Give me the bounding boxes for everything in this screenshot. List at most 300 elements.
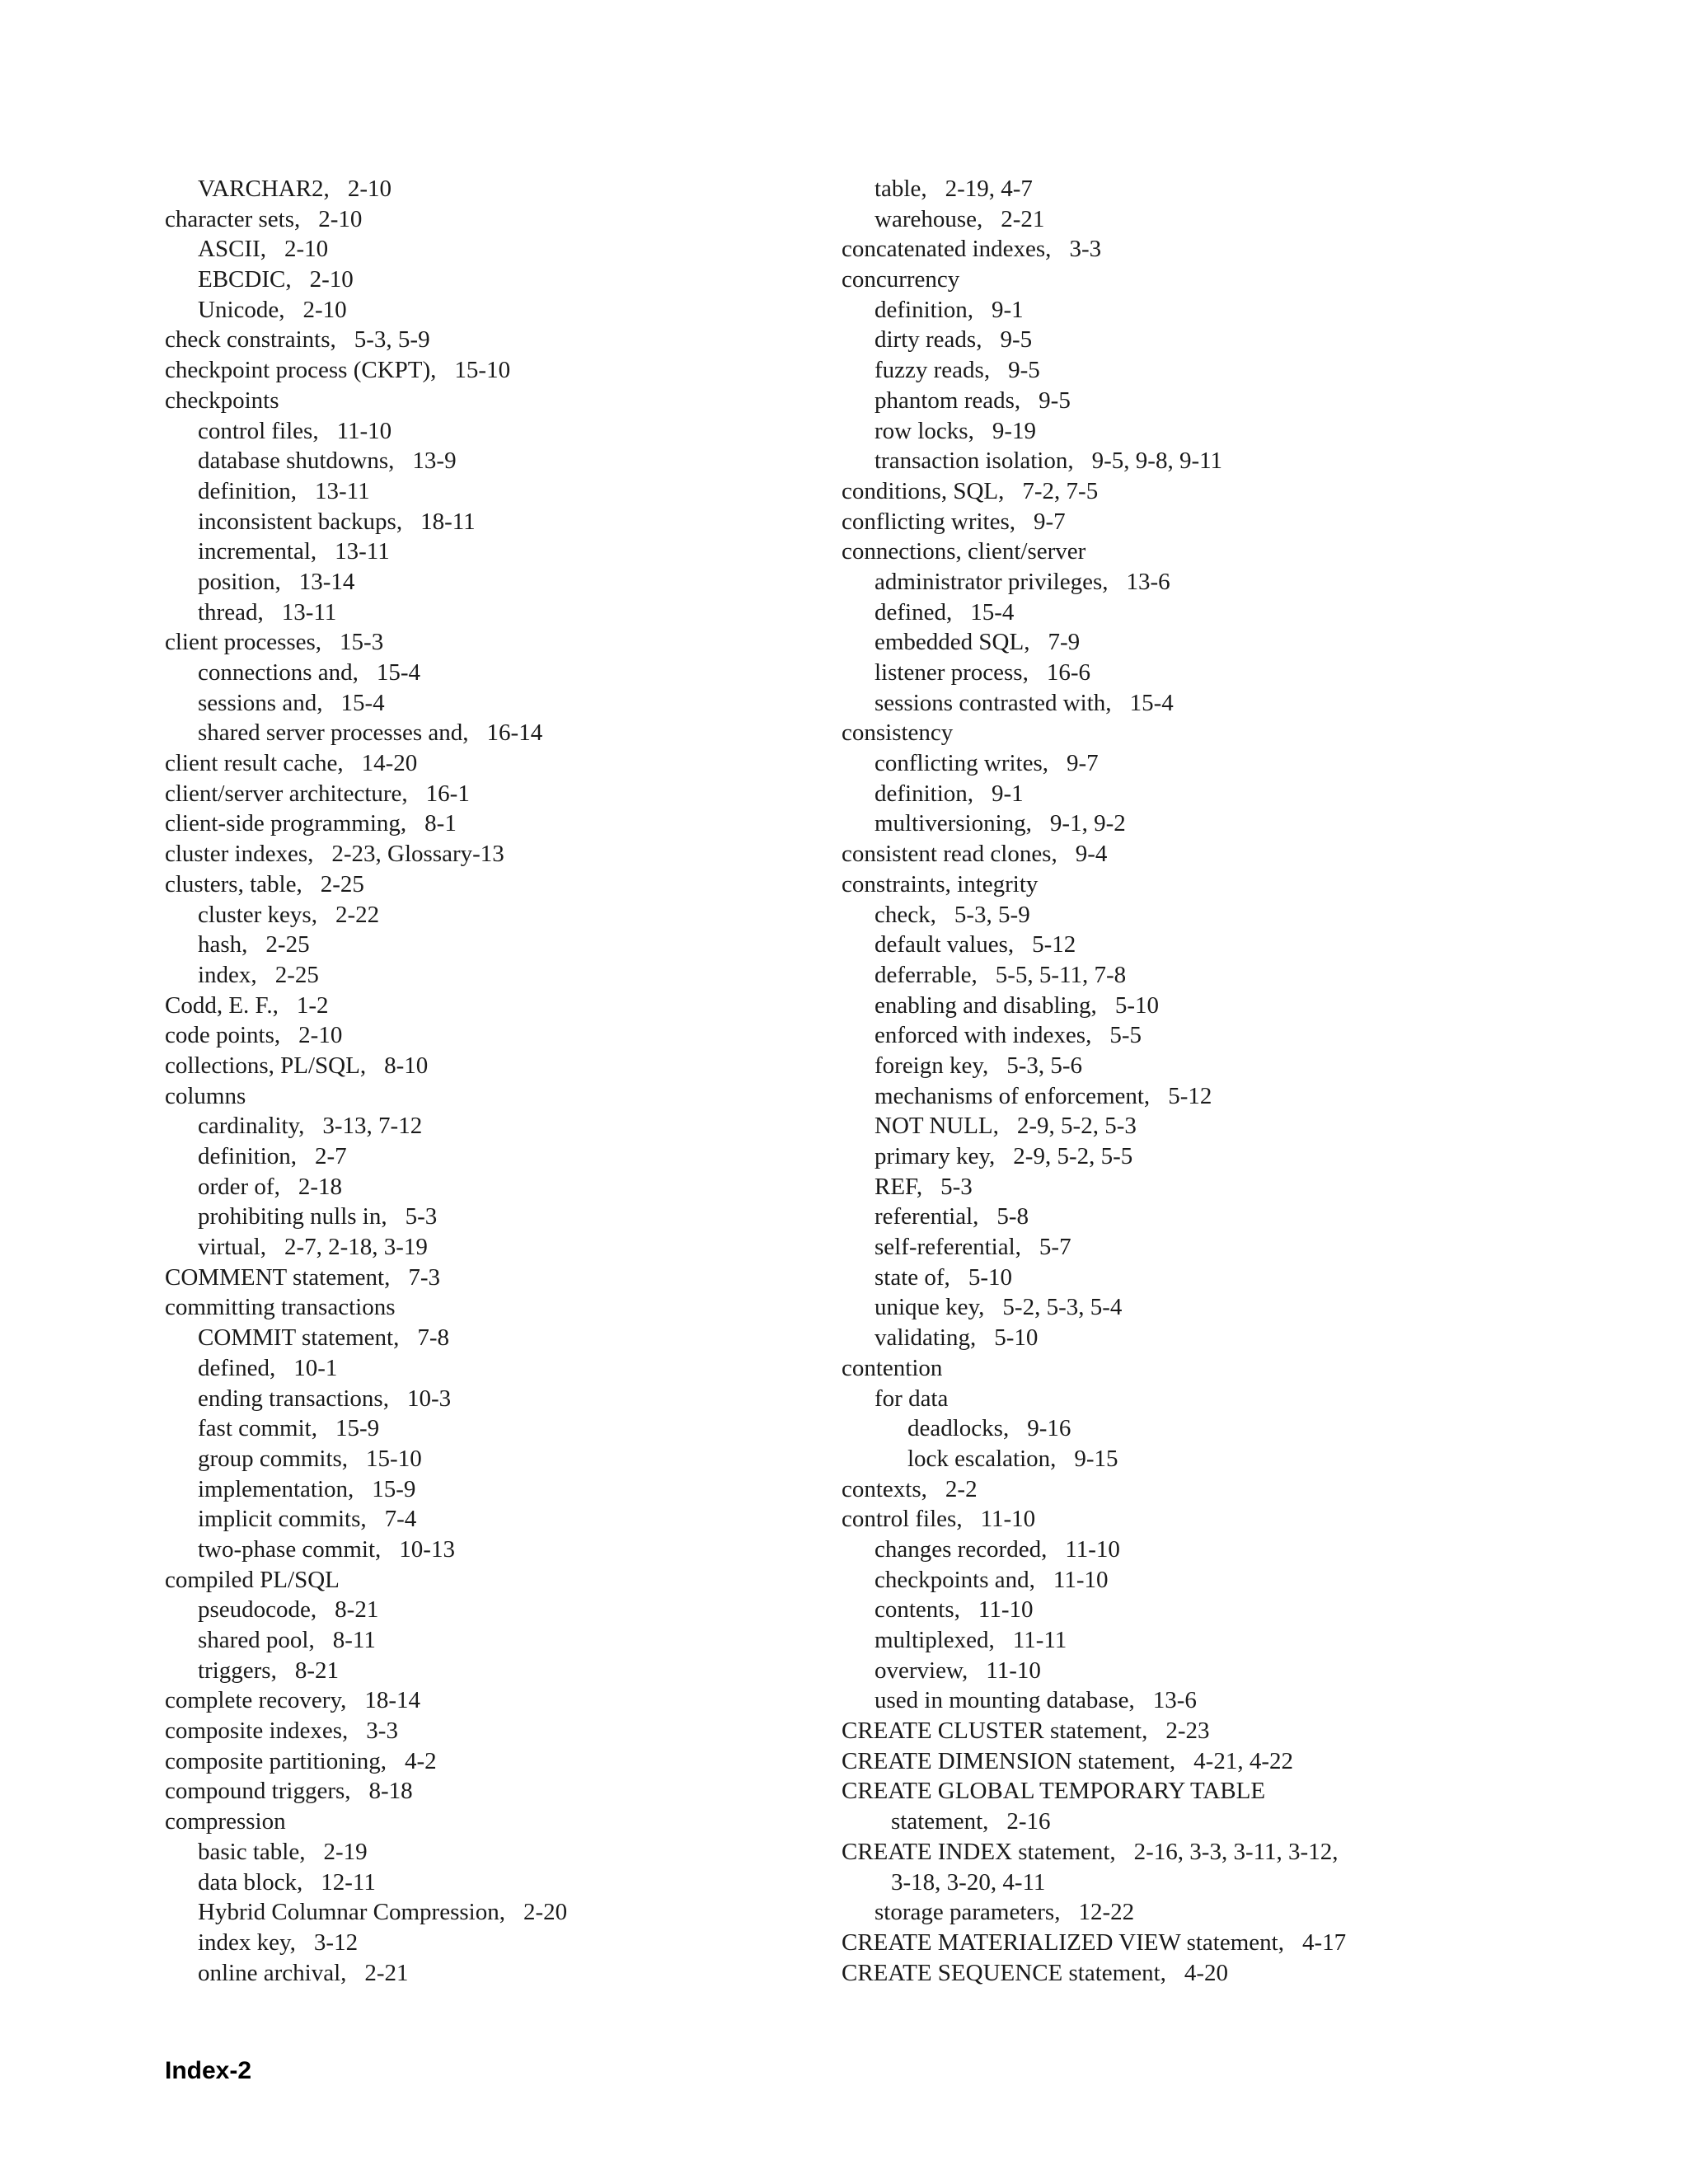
index-page-refs: 15-3 bbox=[340, 629, 384, 656]
index-entry bbox=[165, 567, 841, 598]
index-page-refs: 7-2, 7-5 bbox=[1022, 477, 1099, 504]
index-term: used in mounting database, bbox=[874, 1687, 1135, 1714]
index-entry bbox=[842, 991, 1517, 1021]
index-page-refs: 5-10 bbox=[1114, 991, 1159, 1019]
index-page-refs: 2-10 bbox=[318, 205, 363, 232]
index-entry bbox=[165, 1413, 841, 1444]
index-page-refs: 9-19 bbox=[992, 417, 1036, 444]
index-entry bbox=[165, 1535, 841, 1565]
index-page-refs: 2-25 bbox=[265, 931, 310, 958]
index-page-refs: 16-14 bbox=[486, 719, 543, 747]
index-entry bbox=[842, 1776, 1517, 1807]
index-term: fast commit, bbox=[198, 1415, 317, 1442]
index-term: 3-18, 3-20, 4-11 bbox=[891, 1868, 1046, 1896]
index-term: Unicode, bbox=[198, 296, 285, 323]
index-page-refs: 8-11 bbox=[332, 1627, 376, 1653]
index-page-refs: 3-13, 7-12 bbox=[322, 1113, 423, 1140]
index-term: concurrency bbox=[842, 266, 960, 293]
index-entry bbox=[165, 1232, 841, 1263]
index-page-refs: 13-11 bbox=[281, 598, 337, 626]
index-term: incremental, bbox=[198, 538, 317, 565]
index-term: defined, bbox=[874, 598, 953, 626]
index-term: code points, bbox=[165, 1022, 281, 1049]
index-term: composite indexes, bbox=[165, 1718, 349, 1745]
index-term: COMMENT statement, bbox=[165, 1263, 391, 1291]
index-page-refs: 2-2 bbox=[945, 1475, 978, 1502]
index-term: enforced with indexes, bbox=[874, 1022, 1092, 1049]
index-entry bbox=[842, 1716, 1517, 1746]
index-page-refs: 8-1 bbox=[424, 810, 457, 837]
index-page-refs: 9-5 bbox=[1008, 357, 1040, 384]
index-entry bbox=[842, 960, 1517, 991]
index-entry bbox=[165, 1172, 841, 1202]
index-term: CREATE CLUSTER statement, bbox=[842, 1718, 1148, 1745]
index-page-refs: 2-25 bbox=[274, 961, 319, 988]
index-page-refs: 2-22 bbox=[335, 901, 380, 928]
index-entry bbox=[842, 1897, 1517, 1928]
index-entry bbox=[842, 1535, 1517, 1565]
index-entry bbox=[165, 1928, 841, 1958]
index-entry bbox=[165, 1595, 841, 1625]
index-page-refs: 13-11 bbox=[315, 477, 370, 504]
index-entry bbox=[842, 1474, 1517, 1505]
index-term: check, bbox=[874, 901, 936, 928]
index-page-refs: 3-12 bbox=[313, 1929, 359, 1956]
index-page-refs: 16-6 bbox=[1046, 659, 1091, 686]
index-page-refs: 7-9 bbox=[1048, 629, 1081, 656]
index-term: character sets, bbox=[165, 205, 301, 232]
index-page-refs: 2-10 bbox=[298, 1022, 343, 1049]
index-term: foreign key, bbox=[874, 1052, 989, 1079]
index-page-refs: 2-10 bbox=[302, 296, 347, 323]
index-page-refs: 5-10 bbox=[968, 1263, 1012, 1291]
index-term: default values, bbox=[874, 931, 1015, 958]
index-entry bbox=[842, 204, 1517, 235]
index-term: consistent read clones, bbox=[842, 841, 1057, 868]
index-entry bbox=[842, 234, 1517, 265]
index-term: control files, bbox=[198, 417, 319, 444]
index-term: unique key, bbox=[874, 1294, 985, 1321]
index-page-refs: 13-11 bbox=[335, 538, 390, 565]
index-entry bbox=[165, 1323, 841, 1353]
index-page-refs: 15-9 bbox=[372, 1475, 416, 1502]
index-entry bbox=[165, 779, 841, 809]
index-term: Hybrid Columnar Compression, bbox=[198, 1899, 505, 1926]
index-term: contents, bbox=[874, 1596, 960, 1624]
index-term: referential, bbox=[874, 1203, 979, 1230]
index-page-refs: 4-21, 4-22 bbox=[1193, 1747, 1293, 1774]
index-entry bbox=[165, 476, 841, 507]
index-entry bbox=[842, 900, 1517, 930]
index-page-refs: 15-4 bbox=[970, 598, 1015, 626]
index-page-refs: 9-5 bbox=[1000, 326, 1033, 354]
index-term: compiled PL/SQL bbox=[165, 1566, 340, 1593]
index-entry bbox=[165, 386, 841, 416]
index-term: definition, bbox=[198, 1143, 298, 1169]
index-term: self-referential, bbox=[874, 1234, 1021, 1261]
index-term: CREATE SEQUENCE statement, bbox=[842, 1959, 1166, 1986]
index-page-refs: 11-10 bbox=[1065, 1535, 1120, 1563]
index-entry bbox=[842, 1081, 1517, 1112]
index-term: online archival, bbox=[198, 1959, 347, 1986]
index-entry bbox=[842, 355, 1517, 386]
index-entry bbox=[842, 537, 1517, 567]
index-page-refs: 11-10 bbox=[336, 417, 392, 444]
index-entry bbox=[842, 930, 1517, 960]
index-entry bbox=[842, 1413, 1517, 1444]
index-term: deferrable, bbox=[874, 961, 978, 988]
index-term: prohibiting nulls in, bbox=[198, 1203, 387, 1230]
index-term: contention bbox=[842, 1354, 943, 1381]
index-entry bbox=[165, 1958, 841, 1989]
index-page-refs: 4-2 bbox=[405, 1747, 437, 1774]
index-entry bbox=[842, 1656, 1517, 1686]
index-entry bbox=[165, 1141, 841, 1172]
index-term: VARCHAR2, bbox=[198, 176, 330, 202]
index-page-refs: 15-10 bbox=[366, 1445, 422, 1472]
index-entry bbox=[842, 295, 1517, 326]
index-entry-continuation bbox=[842, 1807, 1517, 1837]
index-term: shared server processes and, bbox=[198, 719, 469, 747]
index-entry bbox=[165, 1292, 841, 1323]
index-term: ASCII, bbox=[198, 236, 266, 263]
index-entry bbox=[842, 507, 1517, 537]
index-term: fuzzy reads, bbox=[874, 357, 991, 384]
index-term: sessions contrasted with, bbox=[874, 689, 1112, 716]
index-term: client processes, bbox=[165, 629, 322, 656]
index-entry bbox=[165, 1656, 841, 1686]
index-entry bbox=[165, 748, 841, 779]
index-term: REF, bbox=[874, 1173, 923, 1200]
index-term: transaction isolation, bbox=[874, 448, 1074, 475]
index-entry bbox=[842, 567, 1517, 598]
index-entry bbox=[842, 779, 1517, 809]
index-entry bbox=[165, 1020, 841, 1051]
index-entry bbox=[165, 416, 841, 447]
index-page-refs: 2-9, 5-2, 5-5 bbox=[1013, 1143, 1133, 1169]
index-page-refs: 5-2, 5-3, 5-4 bbox=[1002, 1294, 1123, 1321]
index-entry bbox=[165, 1807, 841, 1837]
index-term: EBCDIC, bbox=[198, 266, 292, 293]
index-term: implementation, bbox=[198, 1475, 354, 1502]
index-term: conditions, SQL, bbox=[842, 477, 1005, 504]
index-page-refs: 5-3, 5-9 bbox=[954, 901, 1030, 928]
index-page-refs: 5-12 bbox=[1168, 1082, 1212, 1109]
index-page-refs: 9-16 bbox=[1027, 1415, 1071, 1442]
index-page-refs: 2-10 bbox=[347, 176, 392, 202]
index-term: sessions and, bbox=[198, 689, 323, 716]
index-page-refs: 4-20 bbox=[1184, 1959, 1229, 1986]
index-entry bbox=[165, 1837, 841, 1868]
index-entry bbox=[165, 234, 841, 265]
index-term: client result cache, bbox=[165, 750, 344, 777]
index-entry bbox=[165, 1868, 841, 1898]
index-entry bbox=[842, 446, 1517, 476]
index-entry bbox=[165, 537, 841, 567]
index-entry bbox=[842, 1958, 1517, 1989]
index-entry bbox=[165, 1474, 841, 1505]
index-term: pseudocode, bbox=[198, 1596, 317, 1624]
index-page-refs: 11-10 bbox=[978, 1596, 1034, 1624]
index-page-refs: 2-9, 5-2, 5-3 bbox=[1016, 1113, 1137, 1140]
index-term: checkpoints bbox=[165, 387, 279, 414]
index-entry bbox=[165, 1504, 841, 1535]
index-term: checkpoints and, bbox=[874, 1566, 1035, 1593]
index-page-refs: 2-20 bbox=[523, 1899, 568, 1926]
index-term: row locks, bbox=[874, 417, 974, 444]
index-term: CREATE DIMENSION statement, bbox=[842, 1747, 1176, 1774]
index-term: cluster indexes, bbox=[165, 841, 314, 868]
index-entry bbox=[842, 688, 1517, 719]
index-term: warehouse, bbox=[874, 205, 983, 232]
index-entry bbox=[165, 1384, 841, 1414]
index-entry bbox=[165, 808, 841, 839]
index-term: basic table, bbox=[198, 1838, 306, 1865]
index-entry bbox=[842, 386, 1517, 416]
index-page-refs: 9-1 bbox=[992, 780, 1024, 807]
index-term: thread, bbox=[198, 598, 264, 626]
index-page-refs: 13-14 bbox=[298, 568, 355, 595]
index-term: conflicting writes, bbox=[874, 750, 1049, 777]
index-term: COMMIT statement, bbox=[198, 1324, 400, 1352]
index-entry bbox=[842, 1565, 1517, 1596]
index-page-refs: 9-7 bbox=[1067, 750, 1099, 777]
index-entry bbox=[842, 1444, 1517, 1474]
index-term: storage parameters, bbox=[874, 1899, 1061, 1926]
index-term: constraints, integrity bbox=[842, 870, 1039, 898]
index-term: conflicting writes, bbox=[842, 508, 1016, 535]
index-entry bbox=[165, 627, 841, 658]
index-term: complete recovery, bbox=[165, 1687, 347, 1714]
index-entry bbox=[842, 1020, 1517, 1051]
index-page-refs: 4-17 bbox=[1301, 1929, 1347, 1956]
index-page-refs: 13-6 bbox=[1126, 568, 1170, 595]
index-term: definition, bbox=[874, 296, 974, 323]
index-entry-continuation bbox=[842, 1868, 1517, 1898]
index-entry bbox=[165, 598, 841, 628]
index-page-refs: 2-25 bbox=[320, 870, 364, 898]
index-entry bbox=[842, 1595, 1517, 1625]
index-page-refs: 2-7, 2-18, 3-19 bbox=[284, 1234, 428, 1261]
index-page-refs: 18-11 bbox=[420, 508, 476, 535]
index-entry bbox=[165, 204, 841, 235]
index-entry bbox=[842, 1292, 1517, 1323]
index-entry bbox=[842, 1384, 1517, 1414]
index-page-refs: 13-9 bbox=[412, 448, 457, 475]
index-entry bbox=[165, 658, 841, 688]
index-entry bbox=[165, 174, 841, 204]
index-entry bbox=[842, 1232, 1517, 1263]
index-entry bbox=[165, 355, 841, 386]
index-entry bbox=[165, 1746, 841, 1777]
index-term: clusters, table, bbox=[165, 870, 302, 898]
index-term: table, bbox=[874, 176, 927, 202]
index-term: CREATE GLOBAL TEMPORARY TABLE bbox=[842, 1778, 1266, 1805]
index-entry bbox=[165, 1111, 841, 1141]
index-entry bbox=[165, 325, 841, 355]
index-page-refs: 3-3 bbox=[366, 1718, 398, 1745]
index-term: state of, bbox=[874, 1263, 950, 1291]
index-term: virtual, bbox=[198, 1234, 266, 1261]
index-term: CREATE INDEX statement, bbox=[842, 1838, 1116, 1865]
index-page-refs: 2-23, Glossary-13 bbox=[331, 841, 504, 868]
page-footer-label: Index-2 bbox=[165, 2057, 252, 2084]
index-entry bbox=[842, 658, 1517, 688]
index-term: client-side programming, bbox=[165, 810, 407, 837]
index-entry bbox=[165, 1776, 841, 1807]
index-page-refs: 8-21 bbox=[294, 1657, 340, 1684]
index-term: enabling and disabling, bbox=[874, 991, 1097, 1019]
index-term: implicit commits, bbox=[198, 1506, 367, 1533]
index-entry bbox=[165, 1444, 841, 1474]
index-entry bbox=[165, 869, 841, 900]
index-term: hash, bbox=[198, 931, 248, 958]
index-term: cardinality, bbox=[198, 1113, 305, 1140]
index-entry bbox=[842, 1353, 1517, 1384]
index-entry bbox=[842, 1051, 1517, 1081]
index-entry bbox=[842, 1928, 1517, 1958]
index-term: client/server architecture, bbox=[165, 780, 408, 807]
index-entry bbox=[842, 1202, 1517, 1232]
index-term: index, bbox=[198, 961, 257, 988]
index-term: collections, PL/SQL, bbox=[165, 1052, 367, 1079]
index-page-refs: 5-7 bbox=[1039, 1234, 1071, 1261]
index-page-refs: 7-4 bbox=[384, 1506, 417, 1533]
index-page-refs: 2-7 bbox=[315, 1143, 347, 1169]
index-term: primary key, bbox=[874, 1143, 996, 1169]
index-term: administrator privileges, bbox=[874, 568, 1109, 595]
index-entry bbox=[165, 1353, 841, 1384]
index-entry bbox=[165, 1202, 841, 1232]
index-page-refs: 14-20 bbox=[361, 750, 418, 777]
index-page-refs: 10-3 bbox=[406, 1385, 452, 1412]
index-entry bbox=[165, 1685, 841, 1716]
index-entry bbox=[842, 1837, 1517, 1868]
index-entry bbox=[842, 325, 1517, 355]
index-entry bbox=[165, 1263, 841, 1293]
index-entry bbox=[842, 1323, 1517, 1353]
index-term: committing transactions bbox=[165, 1294, 396, 1321]
index-page-refs: 5-5 bbox=[1109, 1022, 1142, 1049]
index-page-refs: 15-4 bbox=[340, 689, 385, 716]
index-page-refs: 2-10 bbox=[309, 266, 354, 293]
index-page-refs: 3-3 bbox=[1069, 236, 1102, 263]
index-term: ending transactions, bbox=[198, 1385, 389, 1412]
index-term: index key, bbox=[198, 1929, 296, 1956]
index-page-refs: 15-10 bbox=[454, 357, 511, 384]
index-entry bbox=[842, 1141, 1517, 1172]
index-term: contexts, bbox=[842, 1475, 927, 1502]
index-page-refs: 5-3 bbox=[940, 1173, 973, 1200]
index-entry bbox=[165, 507, 841, 537]
index-page-refs: 9-4 bbox=[1075, 841, 1108, 868]
index-term: columns bbox=[165, 1082, 246, 1109]
index-page-refs: 11-11 bbox=[1012, 1627, 1067, 1653]
index-entry bbox=[842, 1685, 1517, 1716]
index-term: cluster keys, bbox=[198, 901, 317, 928]
index-page-refs: 15-9 bbox=[335, 1415, 380, 1442]
index-entry bbox=[165, 1716, 841, 1746]
index-term: defined, bbox=[198, 1354, 276, 1381]
index-entry bbox=[842, 808, 1517, 839]
index-term: connections, client/server bbox=[842, 538, 1086, 565]
index-page-refs: 2-19, 4-7 bbox=[945, 176, 1033, 202]
index-column-left bbox=[165, 174, 841, 1988]
index-term: consistency bbox=[842, 719, 954, 747]
index-page-refs: 11-10 bbox=[986, 1657, 1041, 1684]
index-term: inconsistent backups, bbox=[198, 508, 403, 535]
index-term: data block, bbox=[198, 1868, 303, 1896]
index-term: NOT NULL, bbox=[874, 1113, 999, 1140]
index-term: compound triggers, bbox=[165, 1778, 351, 1805]
index-term: concatenated indexes, bbox=[842, 236, 1052, 263]
index-entry bbox=[842, 1111, 1517, 1141]
index-page-refs: 5-8 bbox=[996, 1203, 1029, 1230]
index-page-refs: 8-21 bbox=[335, 1596, 379, 1624]
index-term: database shutdowns, bbox=[198, 448, 395, 475]
index-entry bbox=[842, 598, 1517, 628]
index-entry bbox=[165, 1625, 841, 1656]
index-entry bbox=[165, 930, 841, 960]
index-term: listener process, bbox=[874, 659, 1029, 686]
index-page-refs: 8-10 bbox=[384, 1052, 429, 1079]
index-entry bbox=[165, 991, 841, 1021]
index-term: definition, bbox=[874, 780, 974, 807]
index-page-refs: 15-4 bbox=[1129, 689, 1174, 716]
index-page-refs: 1-2 bbox=[296, 991, 329, 1019]
index-page-refs: 2-16 bbox=[1006, 1808, 1051, 1835]
index-page-refs: 13-6 bbox=[1152, 1687, 1197, 1714]
index-term: definition, bbox=[198, 477, 298, 504]
index-entry bbox=[842, 174, 1517, 204]
index-entry bbox=[165, 960, 841, 991]
index-page-refs: 2-10 bbox=[284, 236, 329, 263]
index-page-refs: 5-3, 5-9 bbox=[354, 326, 430, 354]
index-entry bbox=[842, 1746, 1517, 1777]
index-entry bbox=[165, 1565, 841, 1596]
index-page-refs: 9-15 bbox=[1074, 1445, 1118, 1472]
index-page-refs: 5-12 bbox=[1032, 931, 1076, 958]
index-page-refs: 11-10 bbox=[1053, 1566, 1109, 1593]
index-term: CREATE MATERIALIZED VIEW statement, bbox=[842, 1929, 1284, 1956]
index-term: embedded SQL, bbox=[874, 629, 1030, 656]
index-entry bbox=[842, 1263, 1517, 1293]
index-term: Codd, E. F., bbox=[165, 991, 279, 1019]
index-entry bbox=[165, 1081, 841, 1112]
index-term: triggers, bbox=[198, 1657, 277, 1684]
index-term: changes recorded, bbox=[874, 1535, 1048, 1563]
index-page-refs: 9-7 bbox=[1034, 508, 1066, 535]
index-entry bbox=[842, 265, 1517, 295]
index-page-refs: 12-11 bbox=[321, 1868, 376, 1896]
index-term: shared pool, bbox=[198, 1627, 315, 1653]
index-page-refs: 5-10 bbox=[994, 1324, 1039, 1352]
index-page-refs: 2-23 bbox=[1165, 1718, 1210, 1745]
index-entry bbox=[842, 416, 1517, 447]
index-term: connections and, bbox=[198, 659, 359, 686]
index-page-refs: 5-3 bbox=[405, 1203, 438, 1230]
index-entry bbox=[165, 446, 841, 476]
index-page-refs: 11-10 bbox=[980, 1506, 1036, 1533]
index-entry bbox=[165, 295, 841, 326]
index-entry bbox=[842, 718, 1517, 748]
index-page-refs: 2-18 bbox=[298, 1173, 343, 1200]
index-entry bbox=[165, 718, 841, 748]
index-entry bbox=[165, 900, 841, 930]
index-entry bbox=[165, 1051, 841, 1081]
index-term: phantom reads, bbox=[874, 387, 1021, 414]
index-term: multiversioning, bbox=[874, 810, 1032, 837]
